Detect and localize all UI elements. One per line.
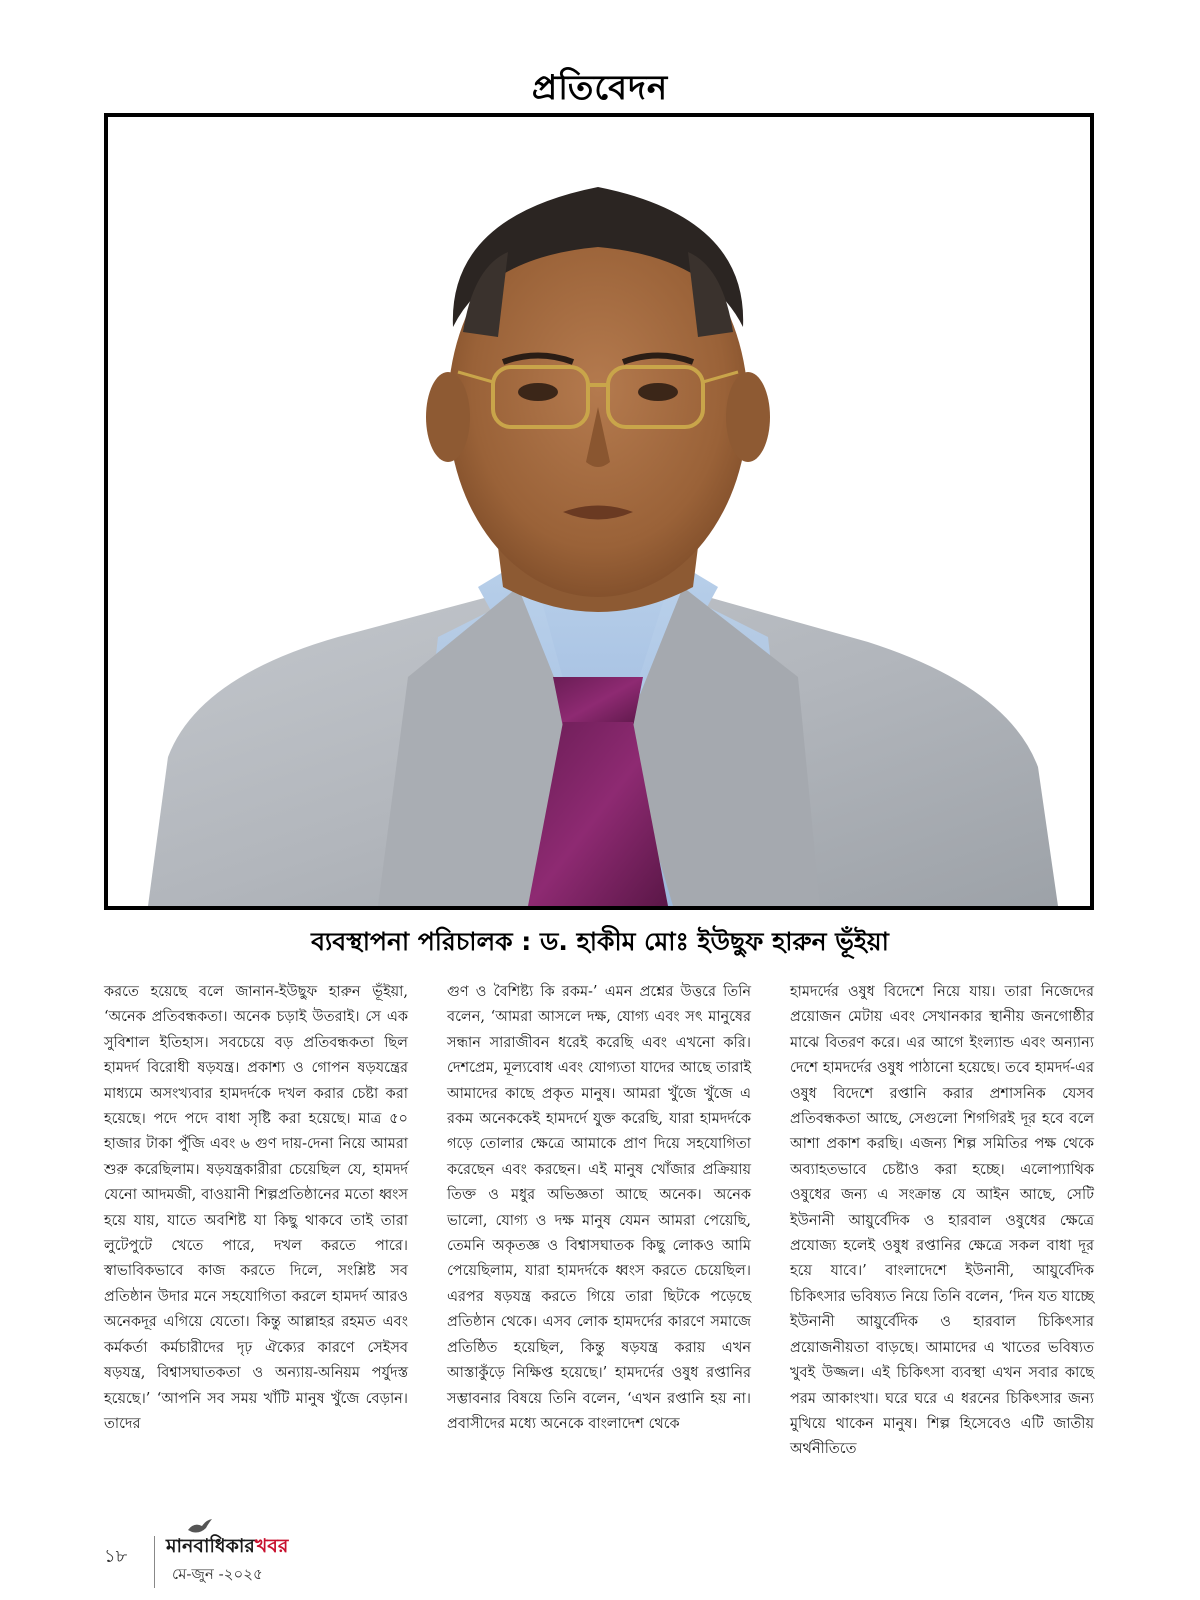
page-footer <box>104 1530 504 1590</box>
portrait-illustration <box>108 117 1090 906</box>
footer-divider <box>154 1536 155 1588</box>
photo-caption: ব্যবস্থাপনা পরিচালক : ড. হাকীম মোঃ ইউছুফ হারুন ভূঁইয়া <box>311 927 889 956</box>
portrait-photo <box>104 113 1094 910</box>
masthead-main: মানবাধিকার <box>166 1535 255 1557</box>
article-body <box>104 980 1094 1520</box>
page-number: ১৮ <box>104 1546 128 1567</box>
article-column-3: হামদর্দের ওষুধ বিদেশে নিয়ে যায়। তারা নিজেদের প্রয়োজন মেটায় এবং সেখানকার স্থানীয় জনগোষ্ঠীর মাঝে বিতরণ করে। এর আগে ইংল্যান্ড এবং অন্যান্য দেশে হামদর্দের ওষুধ পাঠানো হয়েছে। তবে হামদর্দ-এর ওষুধ বিদেশে রপ্তানি করার প্রশাসনিক যেসব প্রতিবন্ধকতা আছে, সেগুলো শিগগিরই দূর হবে বলে আশা প্রকাশ করছি। এজন্য শিল্প সমিতির পক্ষ থেকে অব্যাহতভাবে চেষ্টাও করা হচ্ছে। এলোপ্যাথিক ওষুধের জন্য এ সংক্রান্ত যে আইন আছে, সেটি ইউনানী আয়ুর্বেদিক ও হারবাল ওষুধের ক্ষেত্রে প্রযোজ্য হলেই ওষুধ রপ্তানির ক্ষেত্রে সকল বাধা দূর হয়ে যাবে।’ বাংলাদেশে ইউনানী, আয়ুর্বেদিক চিকিৎসার ভবিষ্যত নিয়ে তিনি বলেন, ‘দিন যত যাচ্ছে ইউনানী আয়ুর্বেদিক ও হারবাল চিকিৎসার প্রয়োজনীয়তা বাড়ছে। আমাদের এ খাতের ভবিষ্যত খুবই উজ্জল। এই চিকিৎসা ব্যবস্থা এখন সবার কাছে পরম আকাংখা। ঘরে ঘরে এ ধরনের চিকিৎসার জন্য মুখিয়ে থাকেন মানুষ। শিল্প হিসেবেও এটি জাতীয় অর্থনীতিতে <box>790 984 1094 1458</box>
magazine-masthead <box>166 1532 288 1564</box>
masthead-accent: খবর <box>254 1535 289 1557</box>
issue-date: মে-জুন -২০২৫ <box>172 1565 263 1583</box>
section-title: প্রতিবেদন <box>531 68 669 108</box>
article-column-1: করতে হয়েছে বলে জানান-ইউছুফ হারুন ভূঁইয়া, ‘অনেক প্রতিবন্ধকতা। অনেক চড়াই উতরাই। সে এক সুবিশাল ইতিহাস। সবচেয়ে বড় প্রতিবন্ধকতা ছিল হামদর্দ বিরোধী ষড়যন্ত্র। প্রকাশ্য ও গোপন ষড়যন্ত্রের মাধ্যমে অসংখ্যবার হামদর্দকে দখল করার চেষ্টা করা হয়েছে। পদে পদে বাধা সৃষ্টি করা হয়েছে। মাত্র ৫০ হাজার টাকা পুঁজি এবং ৬ গুণ দায়-দেনা নিয়ে আমরা শুরু করেছিলাম। ষড়যন্ত্রকারীরা চেয়েছিল যে, হামদর্দ যেনো আদমজী, বাওয়ানী শিল্পপ্রতিষ্ঠানের মতো ধ্বংস হয়ে যায়, যাতে অবশিষ্ট যা কিছু থাকবে তাই তারা লুটেপুটে খেতে পারে, দখল করতে পারে। স্বাভাবিকভাবে কাজ করতে দিলে, সংশ্লিষ্ট সব প্রতিষ্ঠান উদার মনে সহযোগিতা করলে হামদর্দ আরও অনেকদূর এগিয়ে যেতো। কিন্তু আল্লাহর রহমত এবং কর্মকর্তা কর্মচারীদের দৃঢ় ঐক্যের কারণে সেইসব ষড়যন্ত্র, বিশ্বাসঘাতকতা ও অন্যায়-অনিয়ম পর্যুদস্ত হয়েছে।’ ‘আপনি সব সময় খাঁটি মানুষ খুঁজে বেড়ান। তাদের <box>104 984 408 1432</box>
article-column-2: গুণ ও বৈশিষ্ট্য কি রকম-’ এমন প্রশ্নের উত্তরে তিনি বলেন, ‘আমরা আসলে দক্ষ, যোগ্য এবং সৎ মানুষের সন্ধান সারাজীবন ধরেই করেছি এবং এখনো করি। দেশপ্রেম, মূল্যবোধ এবং যোগ্যতা যাদের আছে তারাই আমাদের কাছে প্রকৃত মানুষ। আমরা খুঁজে খুঁজে এ রকম অনেককেই হামদর্দে যুক্ত করেছি, যারা হামদর্দকে গড়ে তোলার ক্ষেত্রে আমাকে প্রাণ দিয়ে সহযোগিতা করেছেন এবং করছেন। এই মানুষ খোঁজার প্রক্রিয়ায় তিক্ত ও মধুর অভিজ্ঞতা আছে অনেক। অনেক ভালো, যোগ্য ও দক্ষ মানুষ যেমন আমরা পেয়েছি, তেমনি অকৃতজ্ঞ ও বিশ্বাসঘাতক কিছু লোকও আমি পেয়েছিলাম, যারা হামদর্দকে ধ্বংস করতে চেয়েছিল। এরপর ষড়যন্ত্র করতে গিয়ে তারা ছিটকে পড়েছে প্রতিষ্ঠান থেকে। এসব লোক হামদর্দের কারণে সমাজে প্রতিষ্ঠিত হয়েছিল, কিন্তু ষড়যন্ত্র করায় এখন আস্তাকুঁড়ে নিক্ষিপ্ত হয়েছে।’ হামদর্দের ওষুধ রপ্তানির সম্ভাবনার বিষয়ে তিনি বলেন, ‘এখন রপ্তানি হয় না। প্রবাসীদের মধ্যে অনেকে বাংলাদেশ থেকে <box>447 984 751 1432</box>
